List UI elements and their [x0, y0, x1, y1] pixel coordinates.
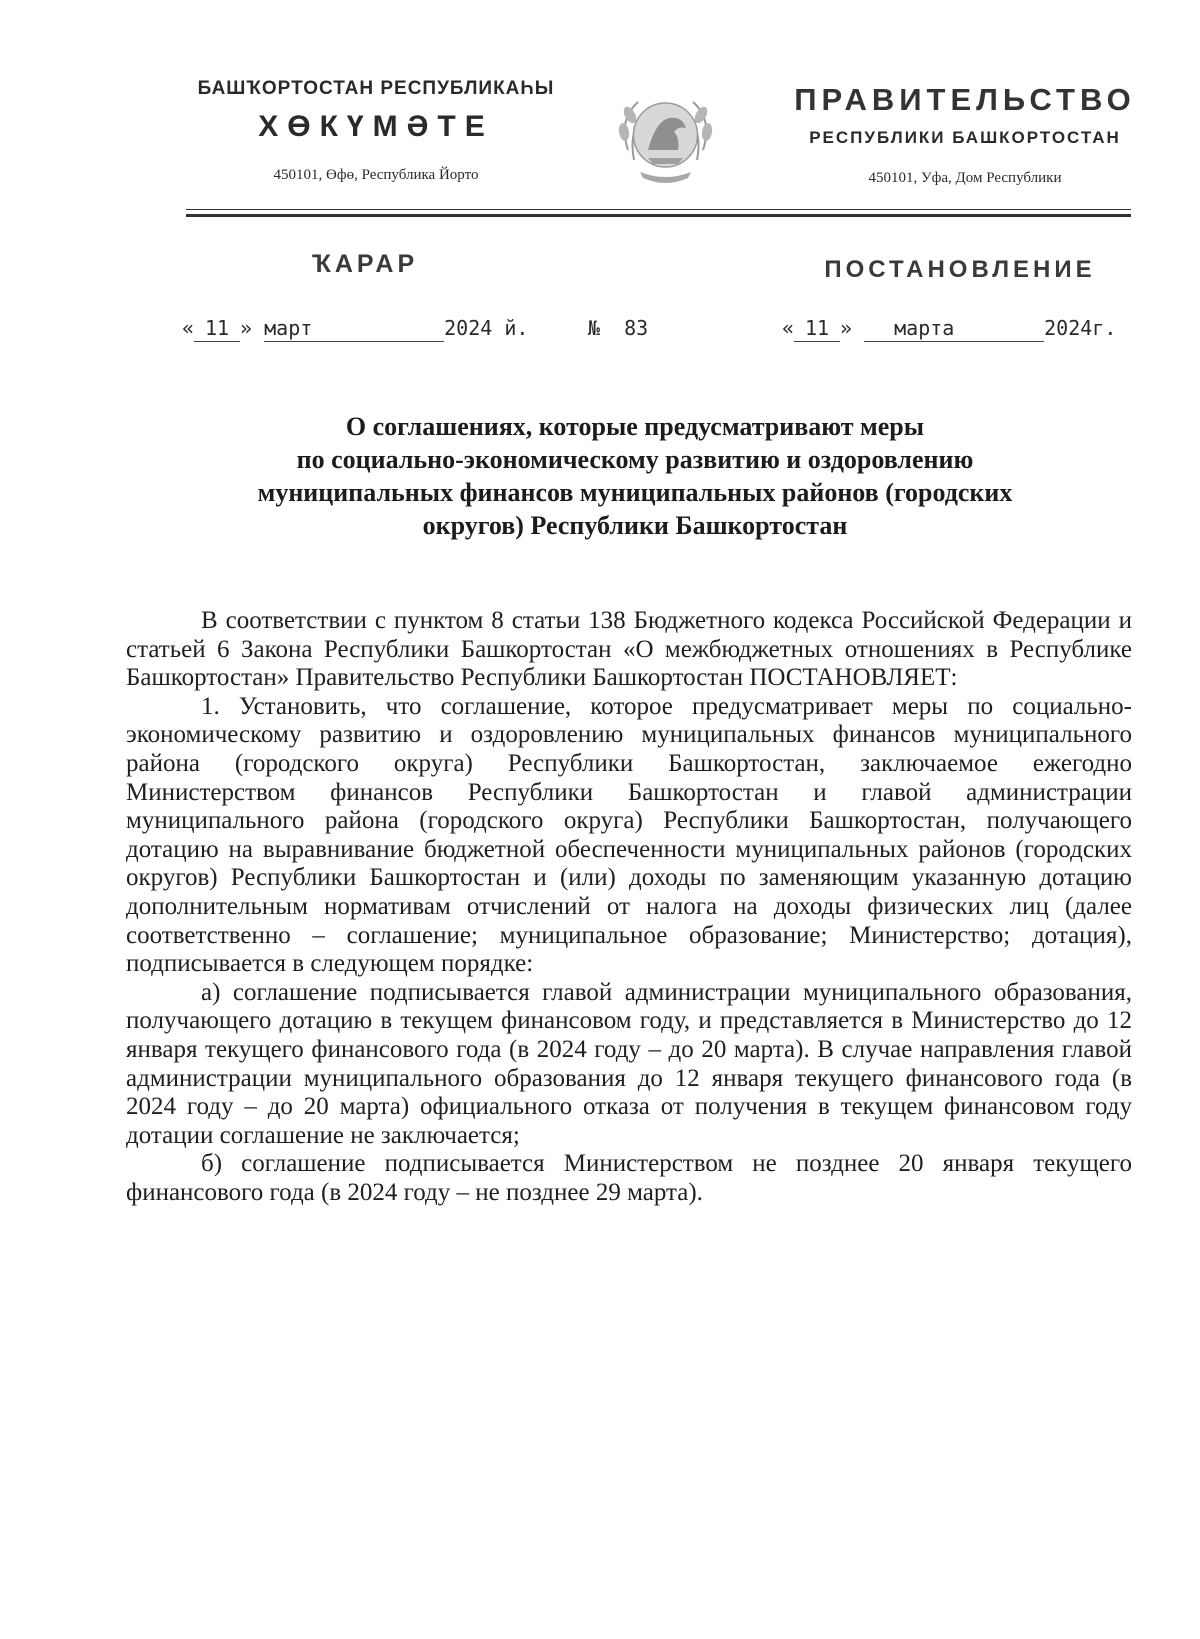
date-ba-open-quote: « [182, 316, 195, 340]
title-line: О соглашениях, которые предусматривают меры [345, 412, 925, 441]
date-ba-year: 2024 й. [444, 316, 529, 340]
decree-kind-ba: ҠАРАР [311, 250, 419, 278]
item-1a-paragraph: а) соглашение подписывается главой администрации муниципального образования, получающего дотацию в текущем финансовом году, и представляется в Министерство до 12 января текущего финансового года (в 2024 году – до 20 марта). В случае направления главой администрации муниципального образования до 12 января текущего финансового года (в 2024 году – до 20 марта) официального отказа от получения в текущем финансовом году дотации соглашение не заключается; [126, 978, 1132, 1149]
number-value: 83 [624, 316, 649, 340]
header-ba-address: 450101, Өфө, Республика Йорто [273, 167, 479, 183]
item-1-paragraph: 1. Установить, что соглашение, которое предусматривает меры по социально-экономическому развитию и оздоровлению муниципальных финансов муниципального района (городского округа) Республики Башкортостан, заключаемое ежегодно Министерством финансов Республики Башкортостан и главой администрации муниципального района (городского округа) Республики Башкортостан, получающего дотацию на выравнивание бюджетной обеспеченности муниципальных районов (городских округов) Республики Башкортостан и (или) доходы по заменяющим указанную дотацию дополнительным нормативам отчислений от налога на доходы физических лиц (далее соответственно – соглашение; муниципальное образование; Министерство; дотация), подписывается в следующем порядке: [126, 692, 1132, 978]
decree-kind-ru: ПОСТАНОВЛЕНИЕ [824, 256, 1096, 283]
date-ru-year: 2024г. [1044, 316, 1117, 340]
date-ba-day: 11 [194, 316, 240, 342]
number-sign: № [588, 316, 601, 340]
item-1b-paragraph: б) соглашение подписывается Министерством не позднее 20 января текущего финансового года (в 2024 году – не позднее 29 марта). [126, 1150, 1132, 1206]
document-title [140, 410, 1130, 542]
date-ba [182, 316, 528, 342]
date-ru-month: марта [864, 316, 1044, 342]
date-ru [782, 316, 1116, 342]
bashkortostan-coat-of-arms-icon [608, 80, 723, 195]
date-ba-close-quote: » [240, 316, 253, 340]
header-divider-thick [186, 214, 1131, 217]
header-ba-country: БАШҠОРТОСТАН РЕСПУБЛИКАҺЫ [197, 78, 555, 99]
date-ba-month: март [264, 316, 444, 342]
title-line: округов) Республики Башкортостан [422, 511, 848, 540]
header-ru-address: 450101, Уфа, Дом Республики [868, 170, 1062, 186]
date-ru-open-quote: « [782, 316, 795, 340]
header-ru-government: ПРАВИТЕЛЬСТВО [794, 82, 1136, 117]
date-ru-close-quote: » [840, 316, 853, 340]
decree-number [588, 316, 648, 340]
preamble-paragraph: В соответствии с пунктом 8 статьи 138 Бюджетного кодекса Российской Федерации и статьей 6 Закона Республики Башкортостан «О межбюджетных отношениях в Республике Башкортостан» Правительство Республики Башкортостан ПОСТАНОВЛЯЕТ: [126, 607, 1132, 692]
header-divider-thin [186, 209, 1131, 210]
date-ru-day: 11 [794, 316, 840, 342]
title-line: по социально-экономическому развитию и оздоровлению [296, 445, 974, 474]
header-ba-government: ХӨКҮМӘТЕ [258, 110, 494, 143]
title-line: муниципальных финансов муниципальных районов (городских [257, 478, 1013, 507]
header-ru-republic: РЕСПУБЛИКИ БАШКОРТОСТАН [809, 128, 1121, 147]
document-body [126, 607, 1132, 1207]
